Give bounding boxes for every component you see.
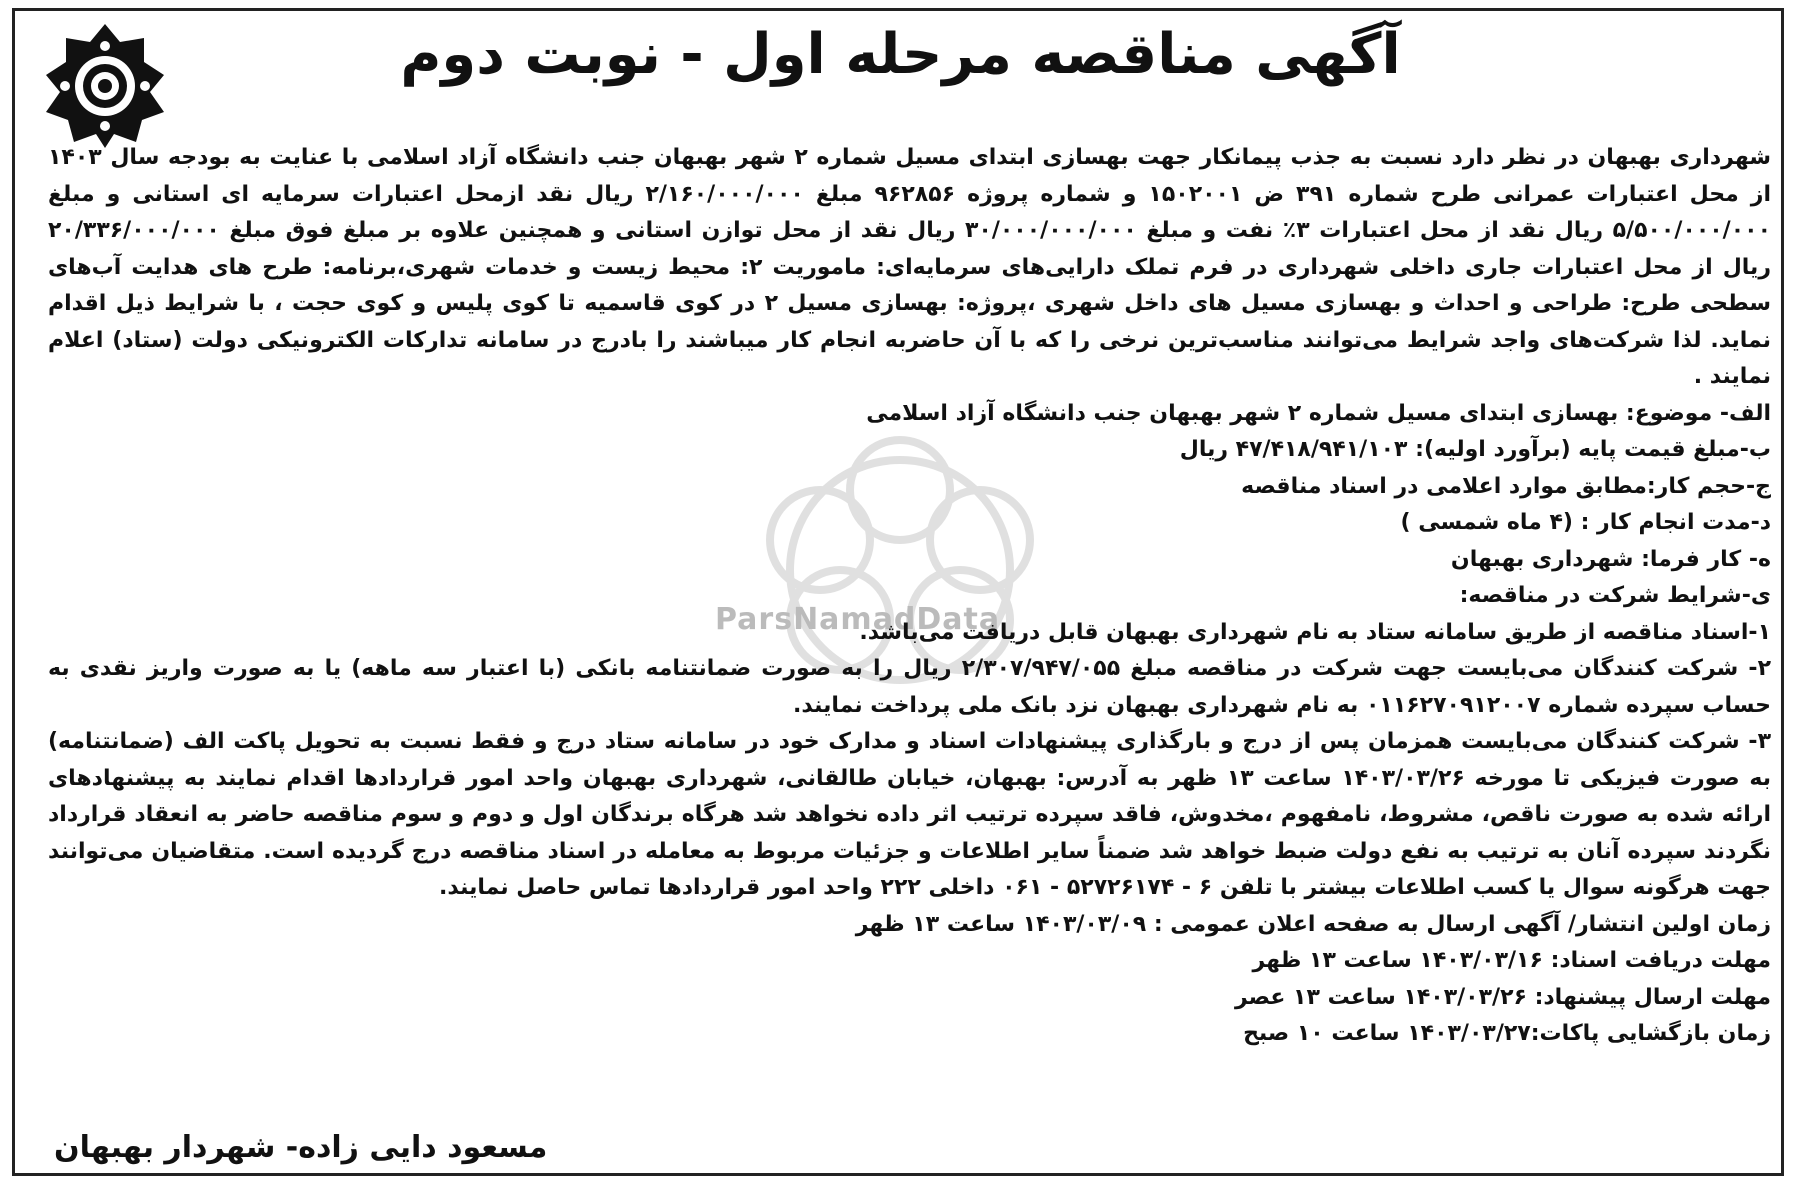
item-condition-1: ۱-اسناد مناقصه از طریق سامانه ستاد به نام شهرداری بهبهان قابل دریافت می‌باشد.	[859, 619, 1771, 645]
watermark-text: ParsNamadData	[715, 602, 1001, 637]
item-employer: ه- کار فرما: شهرداری بهبهان	[1450, 546, 1771, 572]
item-subject: الف- موضوع: بهسازی ابتدای مسیل شماره ۲ شهر بهبهان جنب دانشگاه آزاد اسلامی	[866, 400, 1771, 426]
item-base-price: ب-مبلغ قیمت پایه (برآورد اولیه): ۴۷/۴۱۸/۹۴۱/۱۰۳ ریال	[1179, 437, 1771, 462]
notice-body	[48, 140, 1771, 1053]
notice-title: آگهی مناقصه مرحله اول - نوبت دوم	[400, 22, 1401, 87]
item-work-volume: ج-حجم کار:مطابق موارد اعلامی در اسناد مناقصه	[1241, 473, 1771, 499]
item-duration: د-مدت انجام کار : (۴ ماه شمسی )	[1400, 510, 1771, 535]
condition-3-paragraph: ۳- شرکت کنندگان می‌بایست همزمان پس از درج و بارگذاری پیشنهادات اسناد و مدارک خود در سامانه ستاد درج و فقط نسبت به تحویل پاکت الف (ضمانتنامه) به صورت فیزیکی تا مورخه ۱۴۰۳/۰۳/۲۶ ساعت ۱۳ ظهر به آدرس: بهبهان، خیابان طالقانی، شهرداری بهبهان واحد امور قراردادها اقدام نمایند به پیشنهادهای ارائه شده به صورت ناقص، مشروط، نامفهوم ،مخدوش، فاقد سپرده ترتیب اثر داده نخواهد شد هرگاه برندگان اول و دوم و سوم مناقصه حاضر به انعقاد قرارداد نگردند سپرده آنان به ترتیب به نفع دولت ضبط خواهد شد ضمناً سایر اطلاعات و جزئیات مربوط به معامله در اسناد مناقصه درج گردیده است. متقاضیان می‌توانند جهت هرگونه سوال یا کسب اطلاعات بیشتر با تلفن ۶ - ۵۲۷۲۶۱۷۴ - ۰۶۱ داخلی ۲۲۲ واحد امور قراردادها تماس حاصل نمایند.	[48, 729, 1771, 900]
intro-paragraph: شهرداری بهبهان در نظر دارد نسبت به جذب پیمانکار جهت بهسازی ابتدای مسیل شماره ۲ شهر بهبهان جنب دانشگاه آزاد اسلامی با عنایت به بودجه سال ۱۴۰۳ از محل اعتبارات عمرانی طرح شماره ۳۹۱ ض ۱۵۰۲۰۰۱ و شماره پروژه ۹۶۲۸۵۶ مبلغ ۲/۱۶۰/۰۰۰/۰۰۰ ریال نقد ازمحل اعتبارات سرمایه ای استانی و مبلغ ۵/۵۰۰/۰۰۰/۰۰۰ ریال نقد از محل اعتبارات ۳٪ نفت و مبلغ ۳۰/۰۰۰/۰۰۰/۰۰۰ ریال نقد از محل توازن استانی و همچنین علاوه بر مبلغ فوق مبلغ ۲۰/۳۳۶/۰۰۰/۰۰۰ ریال از محل اعتبارات جاری داخلی شهرداری در فرم تملک دارایی‌های سرمایه‌ای: ماموریت ۲: محیط زیست و خدمات شهری،برنامه: طرح های هدایت آب‌های سطحی طرح: طراحی و احداث و بهسازی مسیل های داخل شهری ،پروژه: بهسازی مسیل ۲ در کوی قاسمیه تا کوی پلیس و کوی حجت ، با شرایط ذیل اقدام نماید. لذا شرکت‌های واجد شرایط می‌توانند مناسب‌ترین نرخی را که با آن حاضربه انجام کار میباشند را بادرج در سامانه تدارکات الکترونیکی دولت (ستاد) اعلام نمایند .	[48, 145, 1772, 389]
item-conditions-heading: ی-شرایط شرکت در مناقصه:	[1459, 583, 1771, 608]
date-opening: زمان بازگشایی پاکات:۱۴۰۳/۰۳/۲۷ ساعت ۱۰ صبح	[1243, 1021, 1771, 1046]
date-document-deadline: مهلت دریافت اسناد: ۱۴۰۳/۰۳/۱۶ ساعت ۱۳ ظهر	[1252, 948, 1771, 973]
signature: مسعود دایی زاده- شهردار بهبهان	[54, 1130, 548, 1165]
dates-list	[48, 907, 1771, 1053]
condition-2-paragraph: ۲- شرکت کنندگان می‌بایست جهت شرکت در مناقصه مبلغ ۲/۳۰۷/۹۴۷/۰۵۵ ریال را به صورت ضمانتنامه بانکی (با اعتبار سه ماهه) یا به صورت واریز نقدی به حساب سپرده شماره ۰۱۱۶۲۷۰۹۱۲۰۰۷ به نام شهرداری بهبهان نزد بانک ملی پرداخت نمایند.	[48, 656, 1771, 718]
date-publication: زمان اولین انتشار/ آگهی ارسال به صفحه اعلان عمومی : ۱۴۰۳/۰۳/۰۹ ساعت ۱۳ ظهر	[855, 911, 1771, 937]
notice-items	[48, 396, 1771, 652]
date-proposal-deadline: مهلت ارسال پیشنهاد: ۱۴۰۳/۰۳/۲۶ ساعت ۱۳ عصر	[1234, 984, 1771, 1010]
